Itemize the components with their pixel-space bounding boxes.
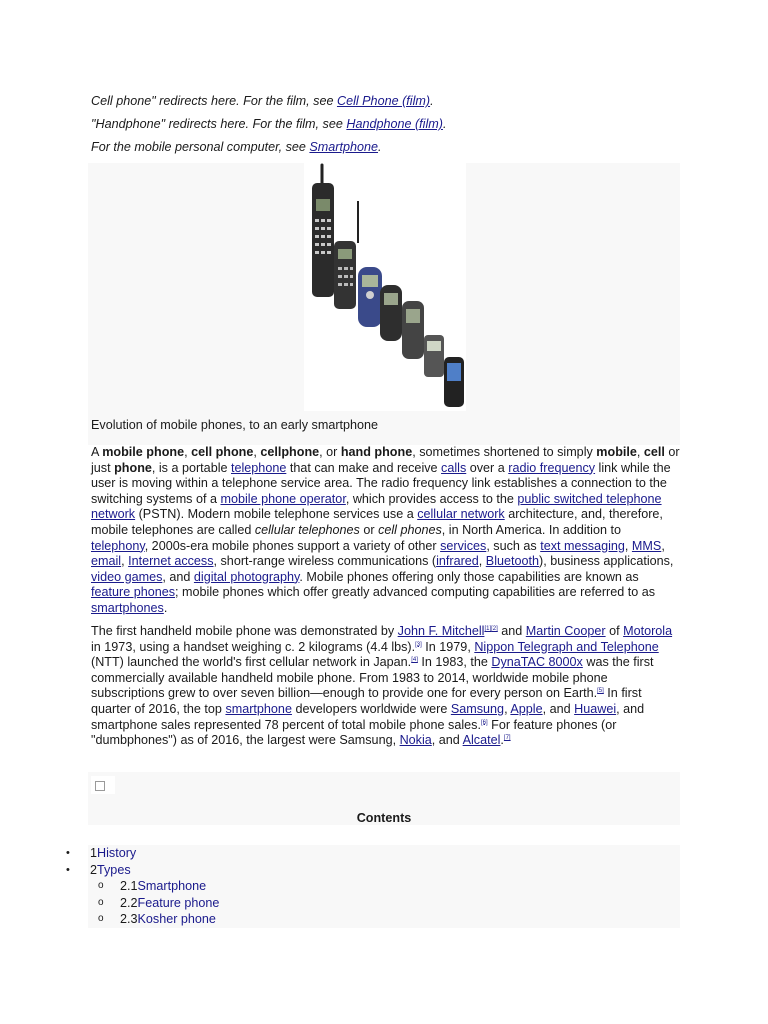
evolution-phones-image[interactable] [304,163,466,411]
toc-item-history[interactable] [0,845,768,862]
link-smartphones[interactable]: smartphones [91,600,164,615]
toc-item-types[interactable] [0,862,768,879]
link-dynatac-8000x[interactable]: DynaTAC 8000x [491,655,583,670]
circle-bullet-icon: o [98,880,104,892]
toc-link-smartphone[interactable]: Smartphone [137,879,207,894]
link-mms[interactable]: MMS [631,538,662,553]
phones-illustration [304,163,466,411]
toc-item-feature-phone[interactable] [0,895,768,912]
link-internet-access[interactable]: Internet access [128,554,214,569]
link-nokia[interactable]: Nokia [399,733,432,748]
ref-5[interactable]: [5] [597,688,604,695]
toc-header [88,797,680,825]
link-mobile-phone-operator[interactable]: mobile phone operator [220,491,346,506]
toc-toggle-area [91,776,115,794]
link-huawei[interactable]: Huawei [574,701,617,716]
link-feature-phones[interactable]: feature phones [91,585,176,600]
link-calls[interactable]: calls [441,460,467,475]
toc-item-smartphone[interactable] [0,878,768,895]
link-telephony[interactable]: telephony [91,538,145,553]
toc-number: 2 [90,862,98,877]
link-cellular-network[interactable]: cellular network [417,507,505,522]
link-handphone-film[interactable]: Handphone (film) [346,117,443,131]
toc-toggle-bar [88,772,680,797]
figure-evolution-of-phones [88,163,680,445]
link-martin-cooper[interactable]: Martin Cooper [525,624,606,638]
ref-1[interactable]: [1] [484,625,492,632]
link-bluetooth[interactable]: Bluetooth [485,554,540,569]
toc-link-kosher-phone[interactable]: Kosher phone [137,912,216,927]
hatnote-cell-phone: Cell phone" redirects here. For the film, see Cell Phone (film). [91,94,434,108]
link-alcatel[interactable]: Alcatel [462,733,501,748]
link-john-f-mitchell[interactable]: John F. Mitchell [397,624,485,638]
link-email[interactable]: email [91,554,122,569]
toc-number: 1 [90,846,98,860]
toc-item-kosher-phone[interactable] [0,911,768,928]
link-radio-frequency[interactable]: radio frequency [508,460,596,475]
link-digital-photography[interactable]: digital photography [193,569,300,584]
ref-2[interactable]: [2] [491,625,498,632]
link-video-games[interactable]: video games [91,569,163,584]
ref-7[interactable]: [7] [503,734,511,741]
toc-link-feature-phone[interactable]: Feature phone [137,895,220,910]
toc-number: 2.1 [120,879,138,894]
link-pstn[interactable]: public switched telephone network [91,491,662,522]
link-telephone[interactable]: telephone [231,460,287,475]
toc-title: Contents [356,811,412,825]
intro-paragraph: A mobile phone, cell phone, cellphone, or hand phone, sometimes shortened to simply mobile, cell or just phone, is a portable telephone that can make and receive calls over a radio frequency link while the user is moving within a telephone service area. The radio frequency link establishes a connection to the switching systems of a mobile phone operator, which provides access to the public switched telephone network (PSTN). Modern mobile telephone services use a cellular network architecture, and, therefore, mobile telephones are called cellular telephones or cell phones, in North America. In addition to telephony, 2000s-era mobile phones support a variety of other services, such as text messaging, MMS, email, Internet access, short-range wireless communications (infrared, Bluetooth), business applications, video games, and digital photography. Mobile phones offering only those capabilities are known as feature phones; mobile phones which offer greatly advanced computing capabilities are referred to as smartphones. [91,445,680,615]
bullet-icon: • [66,847,70,859]
link-smartphone-inline[interactable]: smartphone [225,701,292,716]
link-infrared[interactable]: infrared [436,554,479,569]
link-services[interactable]: services [440,538,487,553]
ref-6[interactable]: [6] [480,719,488,726]
history-paragraph: The first handheld mobile phone was demonstrated by John F. Mitchell[1][2] and Martin Cooper of Motorola in 1973, using a handset weighing c. 2 kilograms (4.4 lbs).[3] In 1979, Nippon Telegraph and Telephone (NTT) launched the world's first cellular network in Japan.[4] In 1983, the DynaTAC 8000x was the first commercially available handheld mobile phone. From 1983 to 2014, worldwide mobile phone subscriptions grew to over seven billion—enough to provide one for every person on Earth.[5] In first quarter of 2016, the top smartphone developers worldwide were Samsung, Apple, and Huawei, and smartphone sales represented 78 percent of total mobile phone sales.[6] For feature phones (or "dumbphones") as of 2016, the largest were Samsung, Nokia, and Alcatel.[7] [91,624,673,748]
toc-toggle-checkbox[interactable] [95,781,105,791]
circle-bullet-icon: o [98,896,104,908]
toc-link-history[interactable]: History [97,846,137,860]
link-samsung[interactable]: Samsung [450,701,505,716]
ref-4[interactable]: [4] [411,657,418,663]
toc-list [0,845,768,928]
ref-3[interactable]: [3] [415,641,422,648]
link-apple[interactable]: Apple [510,701,543,716]
link-text-messaging[interactable]: text messaging [540,538,625,553]
toc-link-types[interactable]: Types [97,862,131,877]
hatnote-handphone: "Handphone" redirects here. For the film, see Handphone (film). [91,117,447,131]
figure-caption: Evolution of mobile phones, to an early smartphone [91,418,379,432]
link-motorola[interactable]: Motorola [623,624,673,638]
circle-bullet-icon: o [98,913,104,925]
link-smartphone[interactable]: Smartphone [309,140,379,154]
link-cell-phone-film[interactable]: Cell Phone (film) [336,94,431,108]
link-nippon-telegraph[interactable]: Nippon Telegraph and Telephone [474,639,659,654]
bullet-icon: • [66,863,70,876]
toc-number: 2.2 [120,895,138,910]
hatnote-smartphone: For the mobile personal computer, see Smartphone. [91,140,382,154]
toc-number: 2.3 [120,912,138,927]
